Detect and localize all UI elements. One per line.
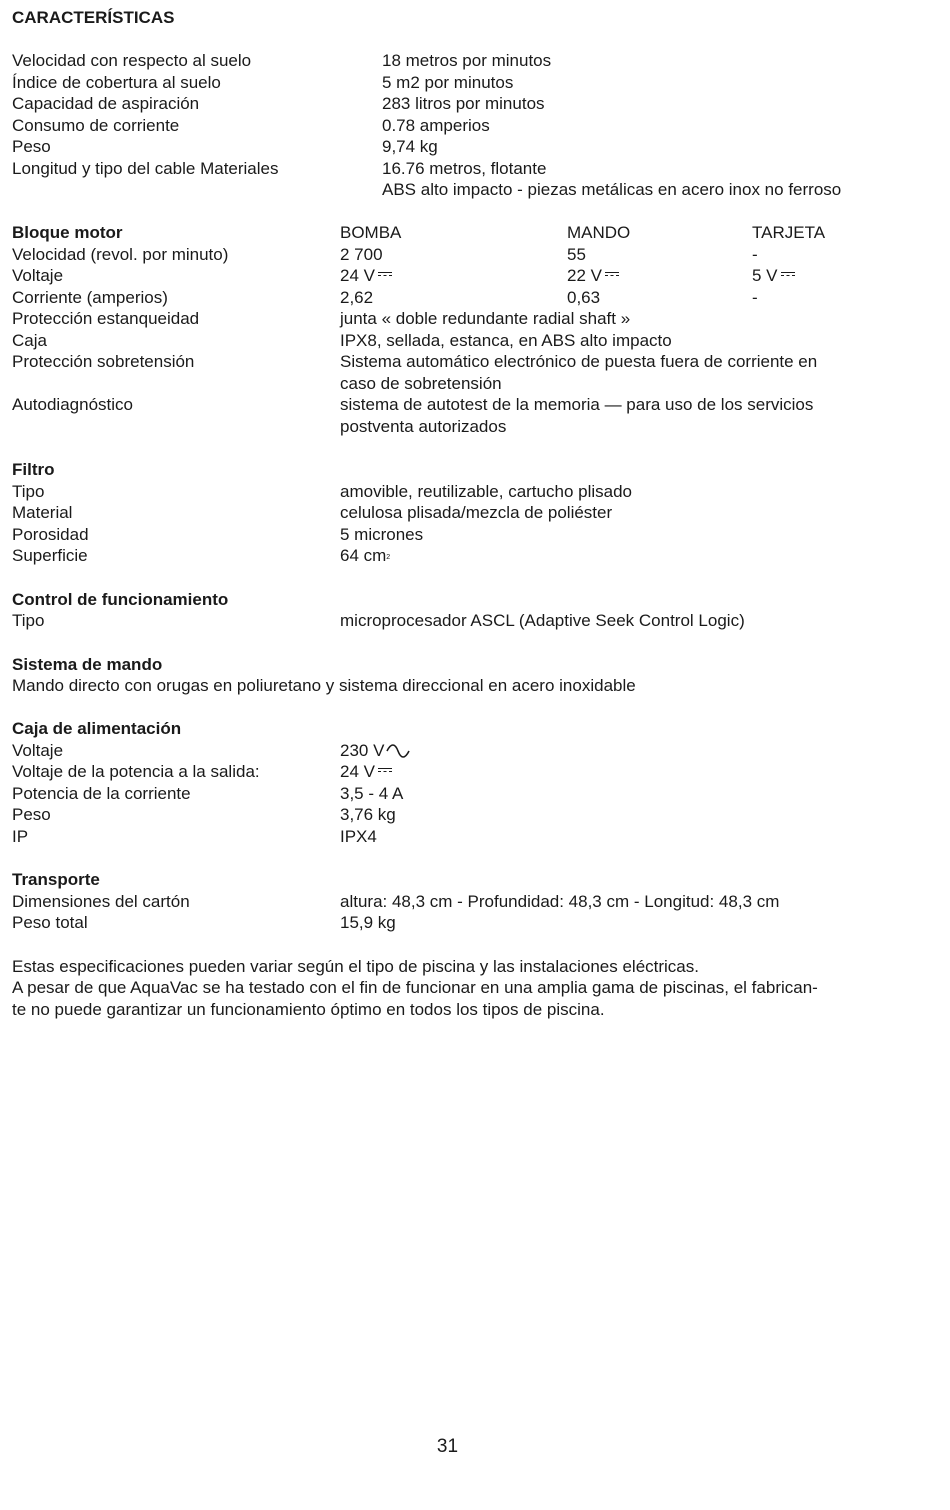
spec-value: IPX8, sellada, estanca, en ABS alto impacto (340, 330, 672, 350)
spec-label: Corriente (amperios) (12, 287, 168, 307)
spec-label: Índice de cobertura al suelo (12, 72, 221, 92)
spec-label: Protección estanqueidad (12, 309, 200, 328)
section-heading: Control de funcionamiento (12, 589, 229, 609)
spec-value: microprocesador ASCL (Adaptive Seek Control Logic) (340, 611, 745, 630)
note-line: Estas especificaciones pueden variar según el tipo de piscina y las instalaciones eléctricas. (12, 956, 699, 976)
spec-value: 5 m2 por minutos (382, 72, 514, 92)
spec-label: Tipo (12, 481, 45, 501)
spec-label: Peso (12, 137, 51, 156)
section-heading: Caja de alimentación (12, 719, 182, 738)
spec-value: 3,5 - 4 A (340, 783, 404, 803)
spec-value: 283 litros por minutos (382, 94, 545, 113)
dc-symbol-icon (378, 272, 392, 279)
spec-value-cell (340, 545, 390, 569)
spec-value: 5 V (752, 266, 778, 285)
spec-label: Velocidad con respecto al suelo (12, 51, 252, 70)
spec-value: junta « doble redundante radial shaft » (340, 309, 631, 328)
section-text: Mando directo con orugas en poliuretano y sistema direccional en acero inoxidable (12, 676, 636, 695)
section-heading: Sistema de mando (12, 654, 163, 674)
ac-symbol-icon (386, 744, 410, 758)
spec-value: 55 (567, 244, 586, 264)
page-number: 31 (436, 1436, 459, 1457)
spec-value-cell (340, 740, 410, 762)
spec-value: 18 metros por minutos (382, 51, 552, 70)
page-title: CARACTERÍSTICAS (12, 8, 175, 27)
spec-value-cell (567, 265, 619, 287)
spec-label: Superficie (12, 546, 88, 565)
spec-value: 0.78 amperios (382, 115, 490, 135)
spec-value: altura: 48,3 cm - Profundidad: 48,3 cm - Longitud: 48,3 cm (340, 891, 780, 911)
spec-label: Caja (12, 330, 47, 350)
spec-label: Dimensiones del cartón (12, 891, 190, 911)
dc-symbol-icon (605, 272, 619, 279)
spec-value-cell (340, 265, 392, 287)
spec-value: 230 V (340, 740, 385, 760)
note-line: A pesar de que AquaVac se ha testado con el fin de funcionar en una amplia gama de piscinas, el fabrican- (12, 978, 818, 997)
spec-label: Peso total (12, 913, 88, 932)
spec-value: 64 cm (340, 546, 387, 565)
spec-label: Potencia de la corriente (12, 783, 191, 803)
spec-label: Voltaje (12, 740, 64, 760)
spec-value: 15,9 kg (340, 913, 396, 932)
spec-value: sistema de autotest de la memoria — para uso de los servicios (340, 395, 814, 414)
spec-value: Sistema automático electrónico de puesta fuera de corriente en (340, 352, 818, 371)
spec-value: 2,62 (340, 287, 374, 307)
spec-value: amovible, reutilizable, cartucho plisado (340, 481, 632, 501)
spec-value: celulosa plisada/mezcla de poliéster (340, 503, 613, 522)
spec-label: Longitud y tipo del cable Materiales (12, 158, 279, 178)
spec-label: Voltaje de la potencia a la salida: (12, 762, 260, 781)
spec-value: 5 micrones (340, 524, 424, 544)
dc-symbol-icon (781, 272, 795, 279)
section-heading: Bloque motor (12, 223, 123, 242)
note-line: te no puede garantizar un funcionamiento óptimo en todos los tipos de piscina. (12, 999, 605, 1019)
spec-label: Velocidad (revol. por minuto) (12, 244, 229, 264)
spec-label: Peso (12, 805, 51, 824)
spec-value: 24 V (340, 762, 375, 781)
superscript: 2 (386, 554, 391, 561)
dc-symbol-icon (378, 768, 392, 775)
section-heading: Transporte (12, 870, 100, 889)
spec-label: Capacidad de aspiración (12, 94, 200, 113)
spec-value: 9,74 kg (382, 137, 438, 156)
spec-value: - (752, 287, 758, 307)
spec-value: postventa autorizados (340, 416, 507, 436)
spec-value: 22 V (567, 266, 602, 285)
spec-value: caso de sobretensión (340, 373, 502, 393)
spec-label: Autodiagnóstico (12, 395, 133, 414)
column-header-mando: MANDO (567, 223, 631, 242)
column-header-bomba: BOMBA (340, 223, 402, 242)
spec-value: 2 700 (340, 244, 383, 264)
spec-value: 24 V (340, 266, 375, 285)
spec-value: 3,76 kg (340, 805, 396, 824)
spec-value: 0,63 (567, 287, 601, 307)
spec-label: Voltaje (12, 266, 64, 285)
spec-label: Material (12, 503, 73, 522)
spec-value: IPX4 (340, 826, 377, 846)
spec-value-cell (752, 265, 795, 287)
spec-value-cell (340, 761, 392, 783)
column-header-tarjeta: TARJETA (752, 223, 826, 242)
spec-value: - (752, 244, 758, 264)
spec-value: ABS alto impacto - piezas metálicas en acero inox no ferroso (382, 180, 842, 199)
spec-value: 16.76 metros, flotante (382, 158, 547, 178)
spec-label: Consumo de corriente (12, 115, 180, 135)
spec-label: Tipo (12, 611, 45, 630)
spec-label: Porosidad (12, 524, 89, 544)
spec-label: Protección sobretensión (12, 352, 195, 371)
section-heading: Filtro (12, 460, 55, 479)
spec-label: IP (12, 826, 29, 846)
